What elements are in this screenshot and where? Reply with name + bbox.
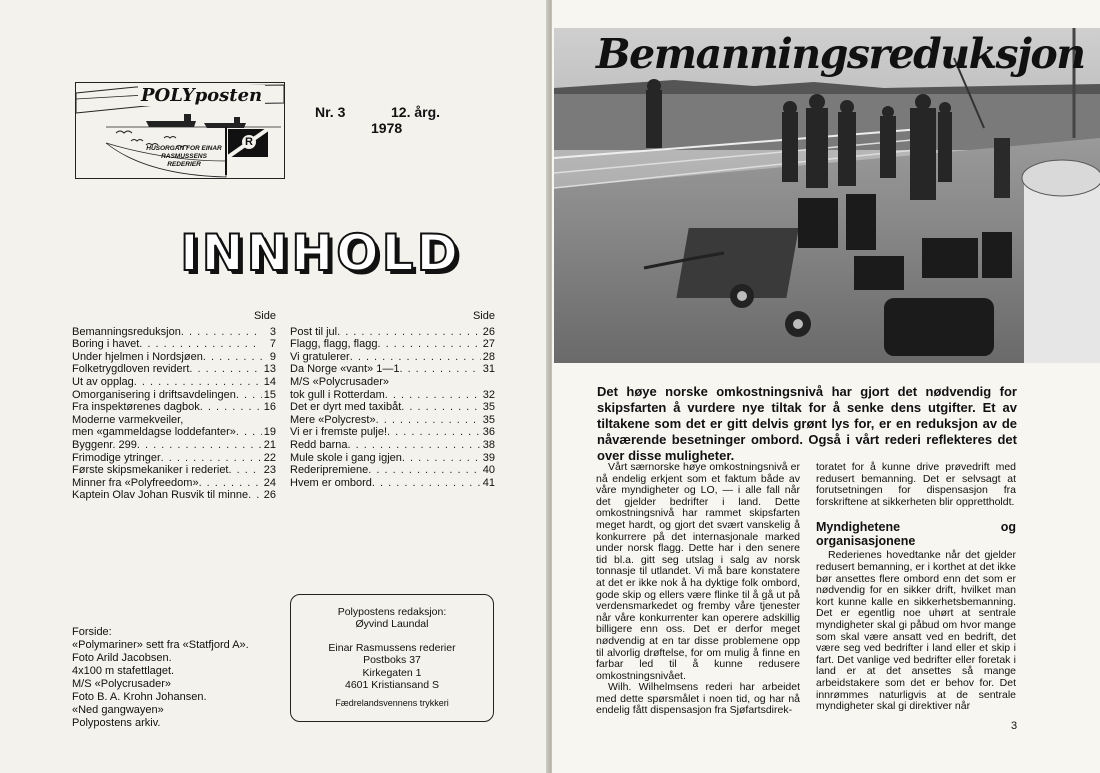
article-title: Bemanningsreduksjon: [596, 30, 1085, 78]
editorial-box: [290, 594, 494, 722]
article-paragraph: toratet for å kunne drive prøvedrift med redusert bemanning. Det er selvsagt at forutsetningen for dispensasjon fra forskriftene at sikkerheten blir opprettholdt.: [816, 461, 1016, 508]
toc-leader-dots: [203, 351, 262, 364]
toc-entry: [72, 464, 276, 477]
toc-leader-dots: [181, 326, 262, 339]
toc-entry-page: 38: [482, 438, 495, 451]
flag-letter: R: [242, 135, 256, 149]
toc-entry: [72, 351, 276, 364]
toc-leader-dots: [236, 426, 262, 439]
toc-leader-dots: [137, 439, 262, 452]
toc-side-label: Side: [472, 310, 495, 322]
toc-entry: [72, 338, 276, 351]
toc-leader-dots: [387, 426, 481, 439]
toc-entry-page: 28: [482, 350, 495, 363]
toc-leader-dots: [229, 464, 263, 477]
toc-entry-title: tok gull i Rotterdam: [290, 388, 385, 401]
toc-leader-dots: [200, 401, 262, 414]
toc-leader-dots: [402, 452, 481, 465]
toc-leader-dots: [350, 351, 481, 364]
toc-entry-title: Ut av opplag: [72, 375, 134, 388]
toc-entry-page: 35: [482, 401, 495, 414]
article-column-1: [596, 462, 800, 717]
toc-entry: [290, 326, 495, 339]
toc-leader-dots: [368, 464, 481, 477]
toc-entry: [72, 477, 276, 490]
cover-credit-line: «Ned gangwayen»: [72, 704, 164, 716]
address-line: Postboks 37: [363, 654, 421, 667]
toc-entry-page: 39: [482, 451, 495, 464]
article-lead: Det høye norske omkostningsnivå har gjort det nødvendig for skipsfarten å vurdere nye tiltak for å senke dens utgifter. Et av tiltakene som det er gitt delvis grønt lys for, er en reduksjon av de nåværende besetninger ombord. Også i vårt rederi reflekteres det over disse muligheter.: [597, 384, 1017, 463]
toc-leader-dots: [385, 389, 481, 402]
toc-leader-dots: [189, 363, 262, 376]
toc-entry-page: 31: [482, 363, 495, 376]
toc-entry-page: 14: [263, 375, 276, 388]
toc-entry-title: Moderne varmekveiler,: [72, 413, 184, 426]
logo-text: POLYposten: [138, 85, 265, 106]
editorial-heading: Polypostens redaksjon:: [337, 606, 447, 618]
toc-leader-dots: [401, 401, 481, 414]
editorial-address: [291, 642, 493, 692]
toc-entry-title: Folketrygdloven revidert: [72, 363, 190, 376]
toc-entry: [290, 363, 495, 376]
toc-entry-page: 40: [482, 464, 495, 477]
article-paragraph: Wilh. Wilhelmsens rederi har arbeidet med dette spørsmålet i noen tid, og har nå endelig fått dispensasjon fra Sjøfartsdirek-: [596, 681, 800, 717]
address-line: Einar Rasmussens rederier: [328, 641, 456, 654]
toc-entry: [72, 439, 276, 452]
polyposten-logo: [75, 82, 285, 179]
toc-entry: [72, 401, 276, 414]
toc-entry-page: 24: [263, 476, 276, 489]
toc-entry: [290, 338, 495, 351]
page-number: 3: [1011, 720, 1018, 732]
toc-entry: [72, 363, 276, 376]
toc-leader-dots: [139, 338, 262, 351]
address-line: 4601 Kristiansand S: [345, 679, 439, 692]
logo-subtitle: HUSORGAN FOR EINAR RASMUSSENS REDERIER: [146, 145, 222, 168]
toc-entry-title: Første skipsmekaniker i rederiet: [72, 464, 229, 477]
ship-deck-photo: [554, 28, 1100, 363]
cover-credit-line: Forside:: [72, 626, 112, 638]
toc-leader-dots: [372, 477, 481, 490]
toc-left-column: [72, 310, 276, 502]
toc-entry-title: Rederipremiene: [290, 464, 369, 477]
issue-year: 1978: [371, 120, 403, 136]
toc-entry-page: 27: [482, 338, 495, 351]
cover-credit-line: Foto B. A. Krohn Johansen.: [72, 691, 207, 703]
toc-entry-title: Bemanningsreduksjon: [72, 325, 181, 338]
toc-entry-title: M/S «Polycrusader»: [290, 375, 390, 388]
toc-entry: [72, 326, 276, 339]
toc-entry: [72, 489, 276, 502]
toc-entry-page: 22: [263, 451, 276, 464]
toc-entry-title: Post til jul: [290, 325, 338, 338]
toc-entry: [290, 452, 495, 465]
toc-entry: [72, 376, 276, 389]
toc-entry: [290, 351, 495, 364]
toc-entry-title: Hvem er ombord: [290, 476, 372, 489]
toc-side-label: Side: [253, 310, 276, 322]
toc-entry-title: Flagg, flagg, flagg: [290, 338, 378, 351]
toc-entry-title: Mule skole i gang igjen: [290, 451, 402, 464]
toc-entry-title: Byggenr. 299: [72, 438, 137, 451]
issue-number: Nr. 3: [315, 104, 346, 120]
toc-right-column: [290, 310, 495, 489]
toc-entry-title: Boring i havet: [72, 338, 140, 351]
toc-entry: [290, 376, 495, 389]
toc-entry-page: 15: [263, 388, 276, 401]
toc-leader-dots: [376, 414, 481, 427]
address-line: Kirkegaten 1: [362, 666, 422, 679]
toc-entry: [290, 477, 495, 490]
editor-name: Øyvind Laundal: [355, 618, 429, 631]
toc-entry-title: Da Norge «vant» 1—1: [290, 363, 400, 376]
cover-credit-line: 4x100 m stafettlaget.: [72, 665, 175, 677]
left-page: [0, 0, 548, 773]
toc-entry-title: Under hjelmen i Nordsjøen: [72, 350, 203, 363]
cover-credit-line: Foto Arild Jacobsen.: [72, 652, 172, 664]
toc-leader-dots: [377, 338, 481, 351]
toc-entry-page: 16: [263, 401, 276, 414]
toc-entry-title: Det er dyrt med taxibåt: [290, 401, 402, 414]
toc-entry-title: Frimodige ytringer: [72, 451, 161, 464]
toc-entry: [72, 414, 276, 427]
toc-entry: [290, 464, 495, 477]
toc-entry-title: Kaptein Olav Johan Rusvik til minne: [72, 489, 249, 502]
toc-left-rows: [72, 326, 276, 502]
toc-leader-dots: [337, 326, 481, 339]
toc-entry-page: 36: [482, 426, 495, 439]
toc-entry-title: Minner fra «Polyfreedom»: [72, 476, 199, 489]
toc-entry-page: 35: [482, 413, 495, 426]
toc-leader-dots: [348, 439, 482, 452]
toc-entry-page: 26: [482, 325, 495, 338]
toc-entry-page: 13: [263, 363, 276, 376]
cover-credit-line: «Polymariner» sett fra «Statfjord A».: [72, 639, 249, 651]
toc-entry: [290, 414, 495, 427]
toc-entry-title: Redd barna: [290, 438, 348, 451]
toc-entry: [290, 439, 495, 452]
toc-entry-title: Mere «Polycrest»: [290, 413, 376, 426]
toc-leader-dots: [399, 363, 481, 376]
toc-leader-dots: [248, 489, 262, 502]
toc-leader-dots: [161, 452, 262, 465]
issue-volume: 12. årg.: [391, 104, 441, 120]
toc-entry-title: men «gammeldagse loddefanter»: [72, 426, 236, 439]
toc-entry-page: 23: [263, 464, 276, 477]
toc-entry-page: 3: [269, 325, 276, 338]
toc-entry-page: 7: [269, 338, 276, 351]
article-column-2: [816, 462, 1016, 713]
printer-name: Fædrelandsvennens trykkeri: [335, 697, 449, 708]
toc-entry-page: 41: [482, 476, 495, 489]
toc-heading: INNHOLD: [180, 224, 462, 282]
toc-entry-title: Omorganisering i driftsavdelingen: [72, 388, 236, 401]
toc-leader-dots: [134, 376, 262, 389]
cover-credit-line: M/S «Polycrusader»: [72, 678, 172, 690]
toc-entry: [290, 389, 495, 402]
toc-entry-title: Fra inspektørenes dagbok: [72, 401, 200, 414]
article-paragraph: Vårt særnorske høye omkostningsnivå er nå endelig erkjent som et faktum både av våre myndigheter og LO, — i alle fall når det gjelder bedrifter i land. Dette omkostningsnivå har rammet skipsfarten meget hardt, og gjort det svært vanskelig å konkurrere på det internasjonale marked under norsk flagg. Dette har i den senere tid bl.a. gitt seg utslag i salg av norsk tonnasje til utlandet. Vi må bare konstatere at det er ikke nok å ha dyktige folk ombord, gode skip og ellers være flinke til å gå ut på verdensmarkedet og fremby våre tjenester når våre konkurrenter kan operere adskillig billigere enn oss. Det er derfor meget nødvendig at en tar disse problemene opp til alvorlig drøftelse, for om mulig å finne en farbar led til å kunne redusere omkostningsnivået.: [596, 461, 800, 682]
toc-entry: [290, 426, 495, 439]
toc-entry-title: Vi gratulerer: [290, 350, 350, 363]
right-page: [552, 0, 1100, 773]
toc-entry-title: Vi er i fremste pulje!: [290, 426, 388, 439]
article-paragraph: Rederienes hovedtanke når det gjelder redusert bemanning, er i korthet at det ikke bør ansettes flere ombord enn det som er nødvendig for en sikker drift, hvilket man kort kunne kalle en sikkerhetsbemanning. Det er egentlig noe uhørt at sentrale myndigheter skal gi påbud om hvor mange som skal være ansatt ved en bedrift, det være seg ved bedrifter i land eller et skip i fart. Det vanlige ved bedrifter eller foretak i land er at det ansettes så mange arbeidstakere som det er behov for. Det innrømmes naturligvis at de sentrale myndigheter skal gi direktiver når: [816, 549, 1016, 713]
toc-entry: [72, 452, 276, 465]
article-subheading: Myndighetene og organisasjonene: [816, 520, 1016, 549]
toc-right-rows: [290, 326, 495, 490]
toc-entry: [72, 426, 276, 439]
toc-leader-dots: [236, 389, 262, 402]
toc-leader-dots: [199, 477, 262, 490]
toc-entry: [290, 401, 495, 414]
cover-credits: [72, 626, 287, 730]
toc-entry-page: 9: [269, 350, 276, 363]
cover-credit-line: Polypostens arkiv.: [72, 717, 161, 729]
toc-entry-page: 19: [263, 426, 276, 439]
toc-entry-page: 26: [263, 489, 276, 502]
toc-entry-page: 21: [263, 438, 276, 451]
toc-entry: [72, 389, 276, 402]
toc-entry-page: 32: [482, 388, 495, 401]
